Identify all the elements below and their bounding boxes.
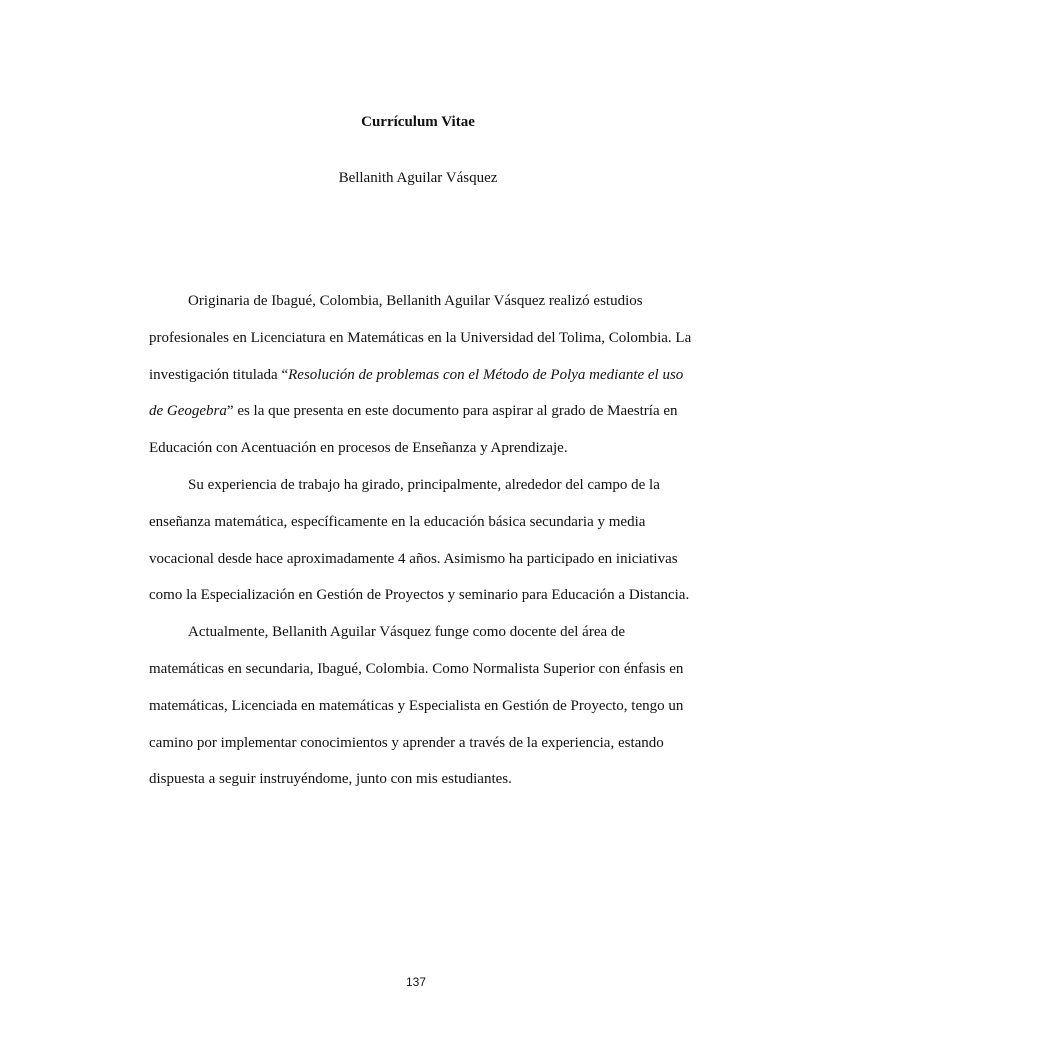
author-name: Bellanith Aguilar Vásquez <box>338 170 498 186</box>
paragraph-current: Actualmente, Bellanith Aguilar Vásquez funge como docente del área de matemáticas en secundaria, Ibagué, Colombia. Como Normalista Superior con énfasis en matemáticas, Licenciada en matemáticas y Especialista en Gestión de Proyecto, tengo un camino por implementar conocimientos y aprender a través de la experiencia, estando dispuesta a seguir instruyéndome, junto con mis estudiantes. <box>149 624 684 788</box>
thesis-title: Resolución de problemas con el Método de Polya mediante el uso de Geogebra <box>149 366 684 420</box>
paragraph-experience: Su experiencia de trabajo ha girado, principalmente, alrededor del campo de la enseñanza matemática, específicamente en la educación básica secundaria y media vocacional desde hace aproximadamente 4 años. Asimismo ha participado en iniciativas como la Especialización en Gestión de Proyectos y seminario para Educación a Distancia. <box>149 476 690 604</box>
page-number: 137 <box>405 975 427 989</box>
paragraph-origin <box>149 283 701 467</box>
paragraph-text: ” es la que presenta en este documento para aspirar al grado de Maestría en Educación con Acentuación en procesos de Enseñanza y Aprendizaje. <box>149 403 678 457</box>
paragraph-text: Originaria de Ibagué, Colombia, Bellanith Aguilar Vásquez realizó estudios profesionales en Licenciatura en Matemáticas en la Universidad del Tolima, Colombia. La investigación titulada “ <box>149 293 692 383</box>
body-text <box>149 283 701 798</box>
document-title: Currículum Vitae <box>361 114 475 130</box>
